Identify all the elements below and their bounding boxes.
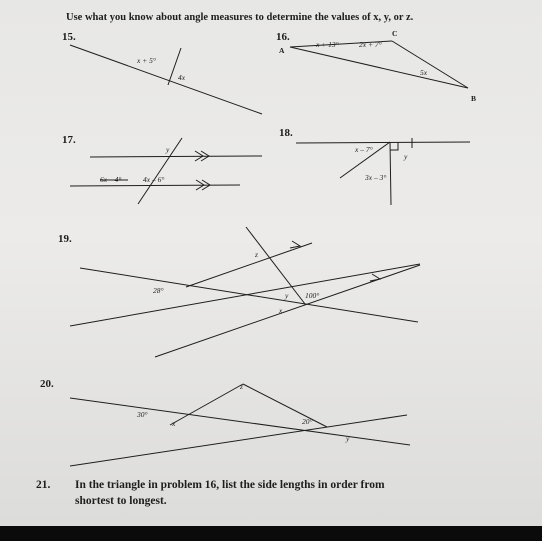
screen-bottom-edge xyxy=(0,526,542,541)
p18-label-x7: x – 7° xyxy=(355,145,373,154)
p17-label-4x6: 4x – 6° xyxy=(143,175,165,184)
p19-label-x: x xyxy=(279,306,283,315)
p20-top-line xyxy=(70,398,410,445)
p18-label-y: y xyxy=(404,152,408,161)
p17-label-6x4: 6x – 4° xyxy=(100,175,122,184)
p18-label-3x3: 3x – 3° xyxy=(365,173,387,182)
p17-parallel-top xyxy=(90,156,262,157)
p19-label-y: y xyxy=(285,291,289,300)
p19-label-28: 28° xyxy=(153,286,164,295)
p19-arrow-bottom xyxy=(370,274,380,281)
p19-label-100: 100° xyxy=(305,291,320,300)
problem-15-diagram xyxy=(70,45,262,114)
p19-transversal xyxy=(246,227,305,304)
problem-21-text-line2: shortest to longest. xyxy=(75,495,167,507)
problem-19-diagram xyxy=(70,227,420,357)
p18-vertical-line xyxy=(390,142,391,205)
p15-label-4x: 4x xyxy=(178,73,186,82)
p17-label-y: y xyxy=(166,145,170,154)
p16-vertex-c: C xyxy=(392,29,398,38)
p16-label-x13: x + 13° xyxy=(316,40,339,49)
p20-label-x: x xyxy=(172,419,176,428)
problem-18-diagram xyxy=(296,138,470,205)
p17-parallel-bottom xyxy=(70,185,240,186)
p18-right-angle-mark xyxy=(390,142,398,150)
problem-17-number: 17. xyxy=(62,134,76,146)
p16-side-cb xyxy=(392,41,468,88)
p16-side-ab xyxy=(290,47,468,88)
problem-21-text-line1: In the triangle in problem 16, list the side lengths in order from xyxy=(75,479,385,491)
p19-line-middle xyxy=(70,264,420,326)
p16-vertex-b: B xyxy=(471,94,477,103)
p20-label-20: 20° xyxy=(302,417,313,426)
p20-right-side xyxy=(243,384,327,427)
p20-label-30: 30° xyxy=(137,410,148,419)
problem-20-diagram xyxy=(70,384,410,466)
problem-19-number: 19. xyxy=(58,233,72,245)
problem-15-number: 15. xyxy=(62,31,76,43)
p16-vertex-a: A xyxy=(279,46,285,55)
p15-transversal xyxy=(70,45,262,114)
p17-transversal xyxy=(138,138,182,204)
p16-label-5x: 5x xyxy=(420,68,428,77)
p19-crossing-line xyxy=(80,268,418,322)
p20-label-y: y xyxy=(346,434,350,443)
p19-label-z: z xyxy=(255,250,258,259)
problem-16-number: 16. xyxy=(276,31,290,43)
p20-left-side xyxy=(170,384,243,425)
p20-label-z: z xyxy=(240,382,243,391)
problem-18-number: 18. xyxy=(279,127,293,139)
instructions: Use what you know about angle measures to determine the values of x, y, or z. xyxy=(66,12,414,23)
problem-20-number: 20. xyxy=(40,378,54,390)
p18-horizontal-line xyxy=(296,142,470,143)
problem-21-number: 21. xyxy=(36,479,51,491)
p16-label-2x7: 2x + 7° xyxy=(359,40,382,49)
p15-label-x5: x + 5° xyxy=(137,56,156,65)
p20-bottom-line xyxy=(70,415,407,466)
p19-line-top xyxy=(186,243,312,287)
p19-arrow-top xyxy=(290,241,300,248)
